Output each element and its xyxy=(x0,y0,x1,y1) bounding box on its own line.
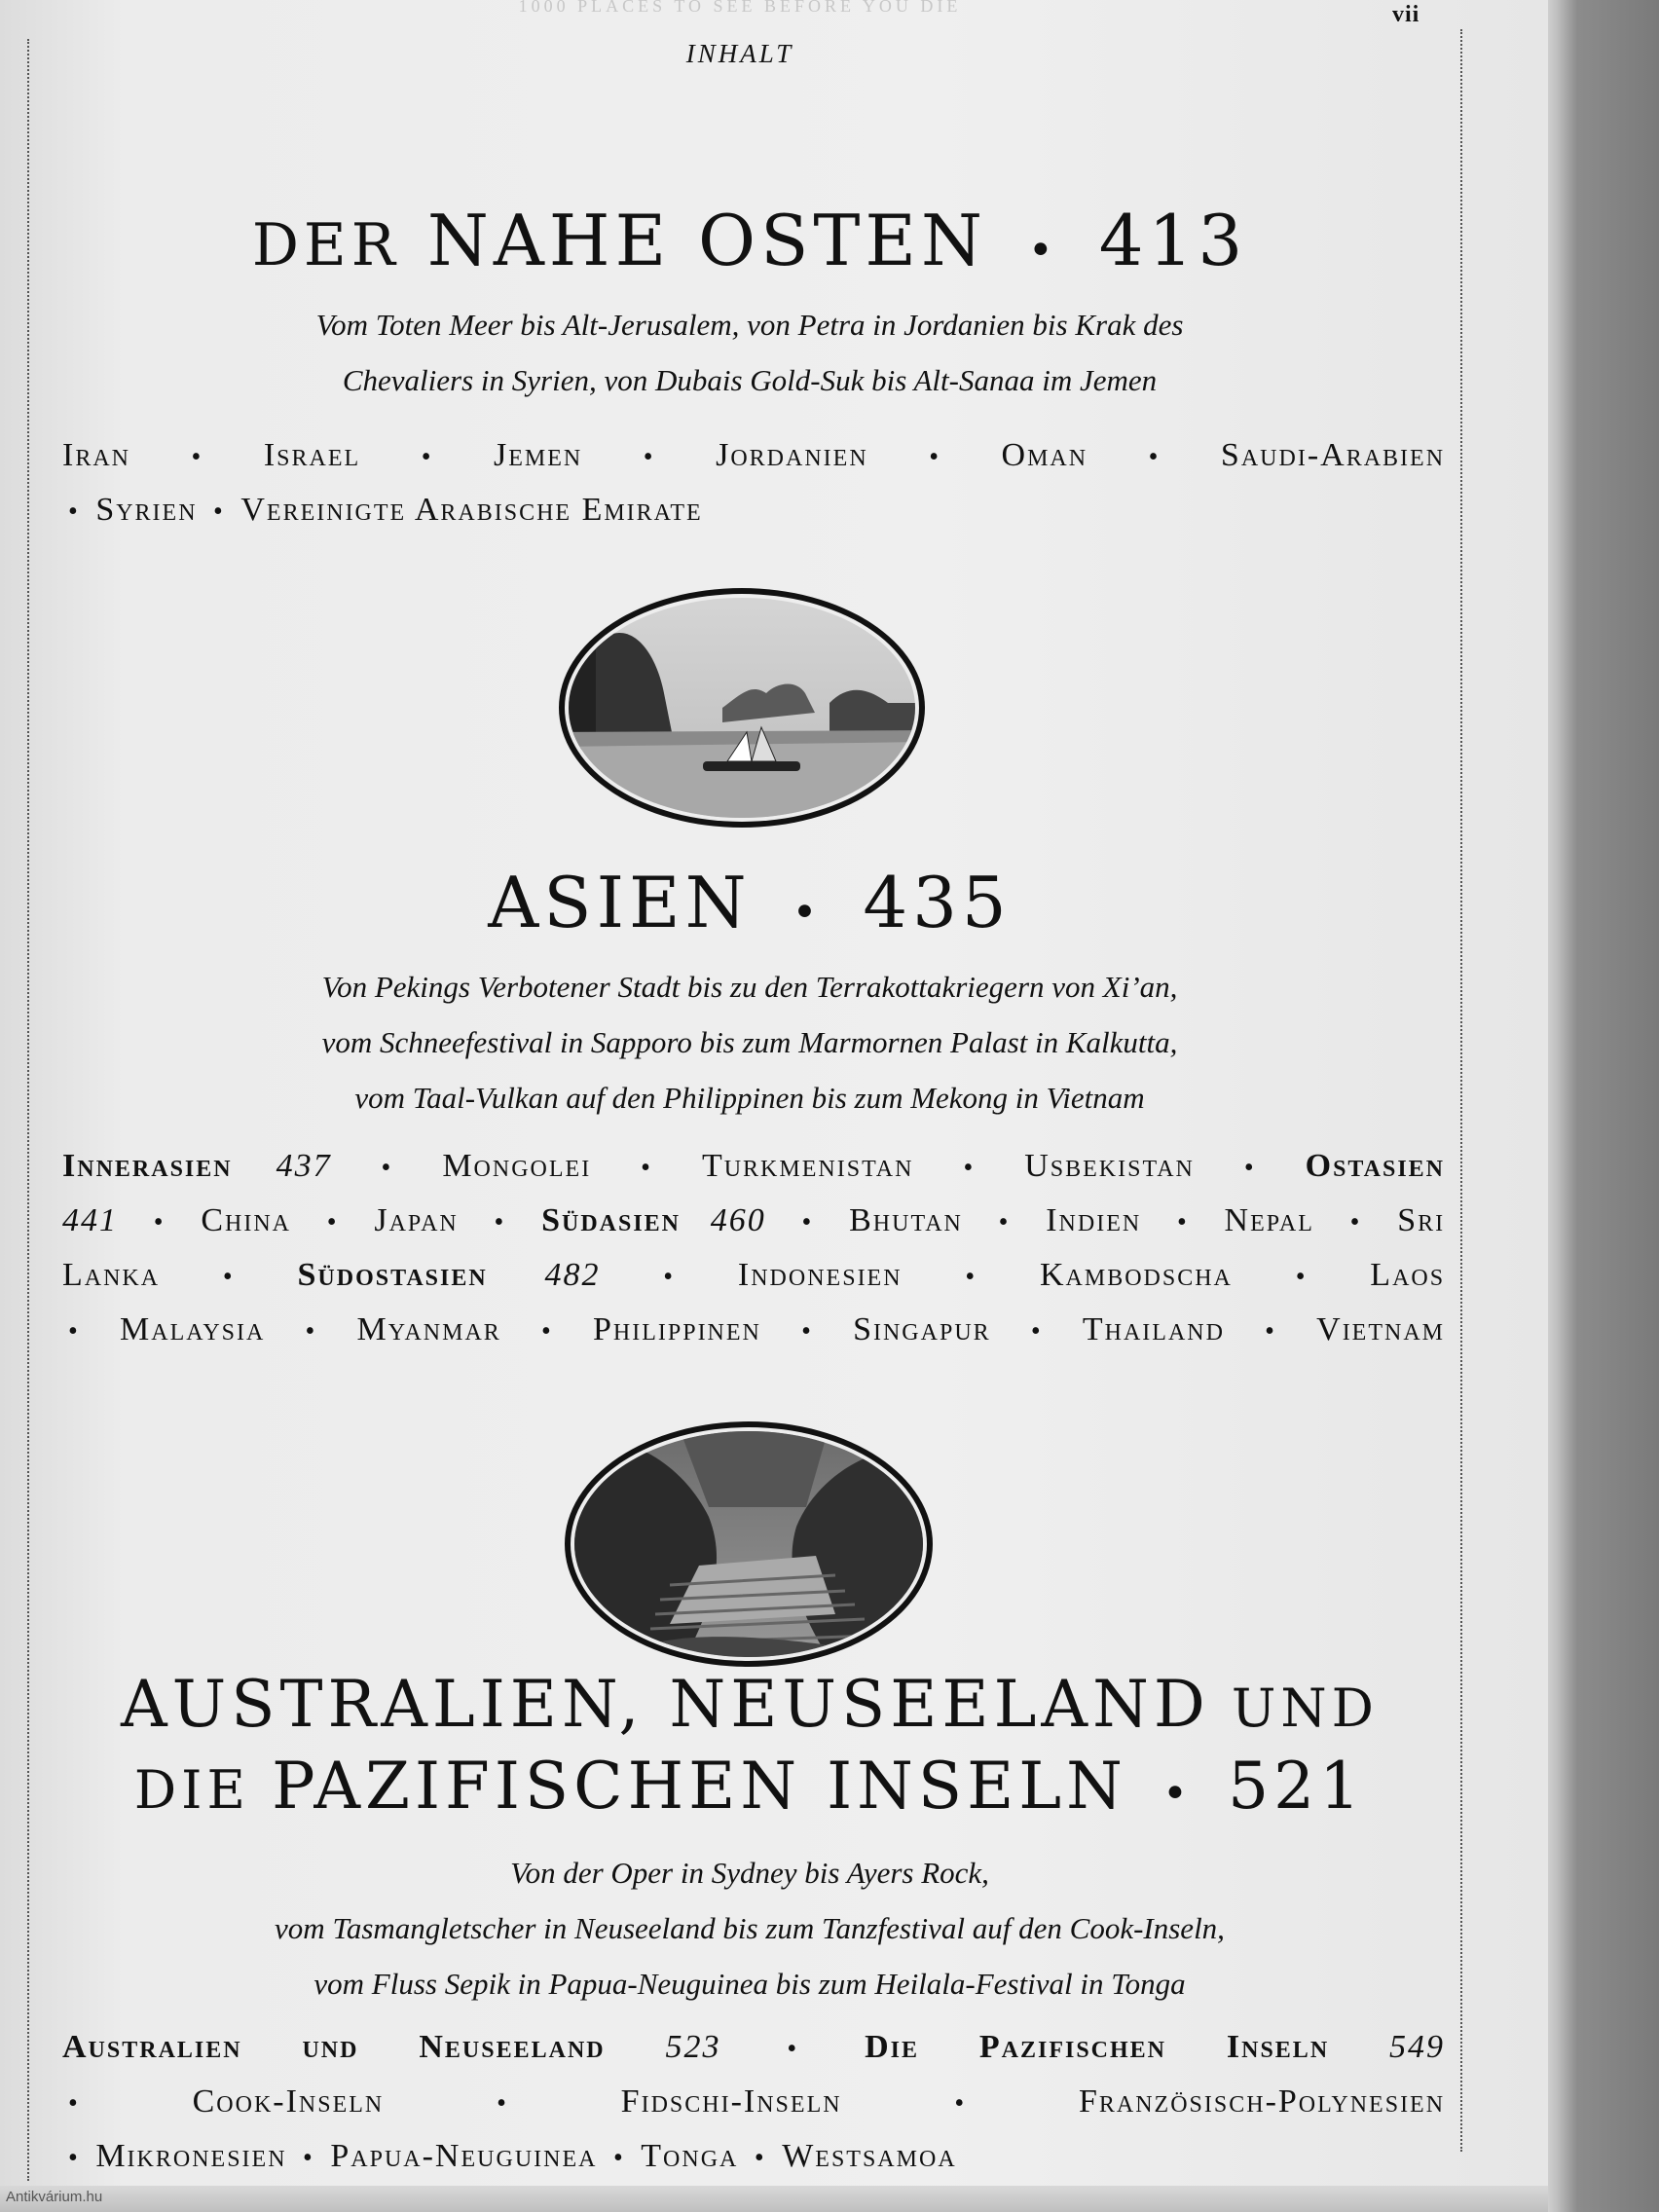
country: Sri xyxy=(1397,1202,1446,1238)
region-name: Südasien xyxy=(541,1202,682,1238)
section-subtitle-asien: Von Pekings Verbotener Stadt bis zu den Terrakottakriegern von Xi’an, vom Schneefestival in Sapporo bis zum Marmornen Palast in Kalkutta, vom Taal-Vulkan auf den Philippinen bis zum Mekong in Vietnam xyxy=(321,970,1178,1115)
region-page: 482 xyxy=(544,1257,601,1293)
country: Jordanien xyxy=(716,437,868,473)
section-title-asien: ASIEN • 435 xyxy=(488,862,1012,943)
country: Usbekistan xyxy=(1024,1148,1195,1184)
oval-photo-terraces-icon xyxy=(563,1419,935,1669)
oval-photo-bay-icon xyxy=(557,586,927,830)
region-name: Die Pazifischen Inseln xyxy=(865,2029,1330,2065)
country: Lanka xyxy=(62,1257,161,1293)
country: Fidschi-Inseln xyxy=(620,2083,842,2120)
region-name: Ostasien xyxy=(1305,1148,1446,1184)
country: Indien xyxy=(1046,1202,1142,1238)
region-name: Südostasien xyxy=(297,1257,488,1293)
country: Französisch-Polynesien xyxy=(1078,2083,1446,2120)
watermark-running-title: 1000 PLACES TO SEE BEFORE YOU DIE xyxy=(518,0,962,16)
country: Turkmenistan xyxy=(701,1148,914,1184)
country: Oman xyxy=(1001,437,1088,473)
region-page: 523 xyxy=(665,2029,721,2065)
country: Cook-Inseln xyxy=(192,2083,385,2120)
section-subtitle-australien: Von der Oper in Sydney bis Ayers Rock, vom Tasmangletscher in Neuseeland bis zum Tanzfestival auf den Cook-Inseln, vom Fluss Sepik in Papua-Neuguinea bis zum Heilala-Festival in Tonga xyxy=(275,1856,1225,2001)
country: Japan xyxy=(374,1202,459,1238)
region-page: 441 xyxy=(62,1202,118,1238)
country: Indonesien xyxy=(737,1257,903,1293)
country: Mikronesien xyxy=(95,2138,287,2174)
country: Jemen xyxy=(494,437,583,473)
country: Nepal xyxy=(1224,1202,1314,1238)
page-number: vii xyxy=(1392,2,1420,27)
country: Mongolei xyxy=(442,1148,592,1184)
region-page: 437 xyxy=(276,1148,332,1184)
country: Israel xyxy=(263,437,361,473)
section-title-australien-line1: AUSTRALIEN, NEUSEELAND UND xyxy=(121,1667,1379,1742)
country: Vereinigte Arabische Emirate xyxy=(240,492,703,528)
country: Papua-Neuguinea xyxy=(330,2138,598,2174)
country: Saudi-Arabien xyxy=(1220,437,1446,473)
country: China xyxy=(201,1202,292,1238)
country: Vietnam xyxy=(1316,1311,1446,1347)
country: Myanmar xyxy=(356,1311,501,1347)
country-list-asien: Innerasien 437 • Mongolei • Turkmenistan • Usbekistan • Ostasien 441 • China • Japan • Südasien 460 • Bhutan • Indien • Nepal • Sri Lanka • Südostasien 482 • Indonesien • Kambodscha • Laos • Malaysia • Myanmar • Philippinen • Singapur • Thailand • Vietnam xyxy=(62,1148,1446,1347)
region-name: Innerasien xyxy=(62,1148,233,1184)
section-title-australien-line2: DIE PAZIFISCHEN INSELN • 521 xyxy=(133,1749,1366,1824)
country: Iran xyxy=(62,437,130,473)
page-header: INHALT xyxy=(685,39,794,68)
country: Singapur xyxy=(853,1311,991,1347)
country: Syrien xyxy=(95,492,198,528)
country: Kambodscha xyxy=(1039,1257,1233,1293)
region-page: 460 xyxy=(710,1202,766,1238)
country-list-nahe-osten: Iran • Israel • Jemen • Jordanien • Oman • Saudi-Arabien • Syrien • Vereinigte Arabische Emirate xyxy=(62,437,1446,528)
country: Westsamoa xyxy=(782,2138,957,2174)
country: Bhutan xyxy=(849,1202,963,1238)
credit-text: Antikvárium.hu xyxy=(6,2189,103,2205)
book-spine-edge xyxy=(1548,0,1659,2212)
region-name: Australien und Neuseeland xyxy=(62,2029,606,2065)
country: Laos xyxy=(1370,1257,1446,1293)
country: Malaysia xyxy=(120,1311,266,1347)
section-title-nahe-osten: DER NAHE OSTEN • 413 xyxy=(251,200,1248,281)
country-list-australien: Australien und Neuseeland 523 • Die Pazifischen Inseln 549 • Cook-Inseln • Fidschi-Inseln • Französisch-Polynesien • Mikronesien • Papua-Neuguinea • Tonga • Westsamoa xyxy=(62,2029,1446,2174)
page-bottom-edge xyxy=(0,2186,1558,2212)
section-subtitle-nahe-osten: Vom Toten Meer bis Alt-Jerusalem, von Petra in Jordanien bis Krak des Chevaliers in Syrien, von Dubais Gold-Suk bis Alt-Sanaa im Jemen xyxy=(315,308,1184,397)
country: Tonga xyxy=(641,2138,739,2174)
country: Philippinen xyxy=(592,1311,761,1347)
country: Thailand xyxy=(1082,1311,1225,1347)
region-page: 549 xyxy=(1389,2029,1446,2065)
